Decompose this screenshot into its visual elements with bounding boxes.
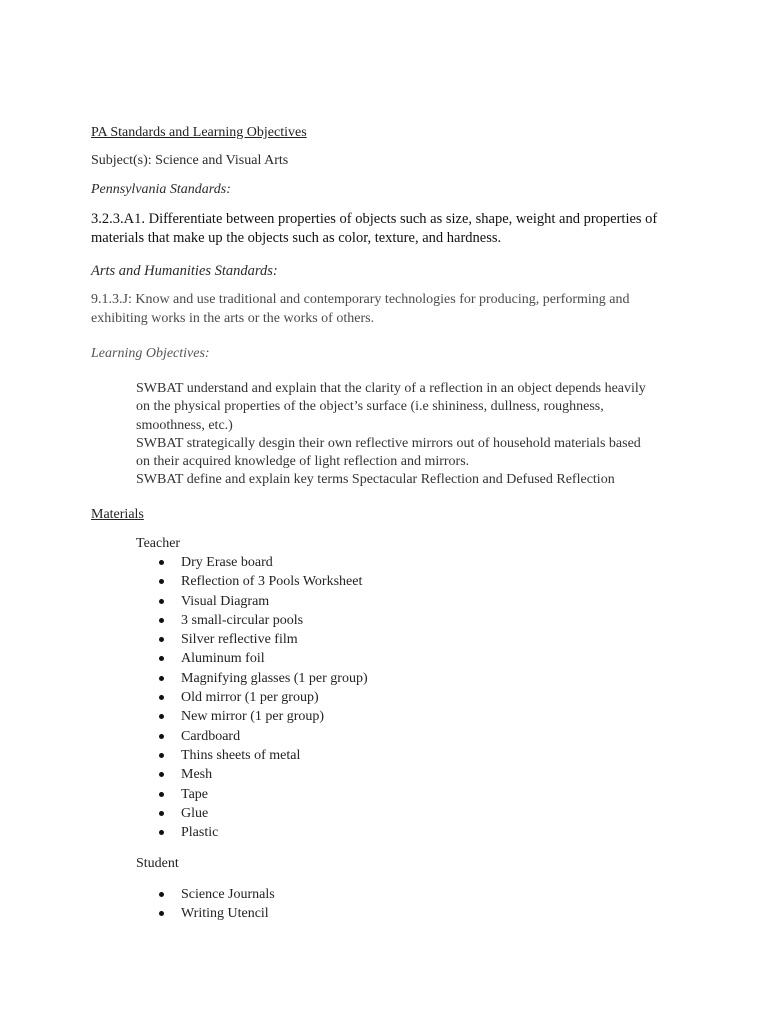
objective-1: SWBAT understand and explain that the clarity of a reflection in an object depends heavily on the physical properties of the object’s surface (i.e shininess, dullness, roughness, smoothness, etc.) (136, 381, 646, 433)
pa-standards-label: Pennsylvania Standards: (91, 182, 231, 197)
bullet-icon (159, 579, 164, 584)
bullet-icon (159, 637, 164, 642)
list-item: Cardboard (136, 727, 368, 746)
list-item: Glue (136, 804, 368, 823)
bullet-icon (159, 560, 164, 565)
list-item: Visual Diagram (136, 592, 368, 611)
bullet-icon (159, 811, 164, 816)
bullet-icon (159, 695, 164, 700)
bullet-icon (159, 734, 164, 739)
bullet-icon (159, 599, 164, 604)
bullet-icon (159, 911, 164, 916)
bullet-icon (159, 772, 164, 777)
list-item: Dry Erase board (136, 553, 368, 572)
bullet-icon (159, 892, 164, 897)
list-item: Mesh (136, 765, 368, 784)
list-item: Reflection of 3 Pools Worksheet (136, 572, 368, 591)
objective-3: SWBAT define and explain key terms Spectacular Reflection and Defused Reflection (136, 472, 615, 488)
list-item: Science Journals (136, 885, 275, 904)
bullet-icon (159, 676, 164, 681)
student-materials-list (136, 885, 275, 924)
objectives-label: Learning Objectives: (91, 346, 210, 361)
teacher-materials-list (136, 553, 368, 842)
student-label: Student (136, 856, 179, 871)
bullet-icon (159, 618, 164, 623)
section-title: PA Standards and Learning Objectives (91, 125, 307, 140)
list-item: Silver reflective film (136, 630, 368, 649)
pa-standard-text: 3.2.3.A1. Differentiate between properties of objects such as size, shape, weight and properties of materials that make up the objects such as color, texture, and hardness. (91, 211, 658, 246)
arts-standards-label: Arts and Humanities Standards: (91, 263, 278, 279)
teacher-label: Teacher (136, 536, 181, 551)
list-item: Thins sheets of metal (136, 746, 368, 765)
bullet-icon (159, 830, 164, 835)
materials-title: Materials (91, 507, 144, 522)
bullet-icon (159, 714, 164, 719)
list-item: Writing Utencil (136, 904, 275, 923)
bullet-icon (159, 792, 164, 797)
bullet-icon (159, 656, 164, 661)
list-item: 3 small-circular pools (136, 611, 368, 630)
list-item: Tape (136, 785, 368, 804)
list-item: Old mirror (1 per group) (136, 688, 368, 707)
list-item: Magnifying glasses (1 per group) (136, 669, 368, 688)
bullet-icon (159, 753, 164, 758)
list-item: New mirror (1 per group) (136, 707, 368, 726)
objectives-block (136, 380, 656, 490)
arts-standard-text: 9.1.3.J: Know and use traditional and contemporary technologies for producing, performing and exhibiting works in the arts or the works of others. (91, 292, 630, 326)
list-item: Aluminum foil (136, 649, 368, 668)
subjects-line: Subject(s): Science and Visual Arts (91, 153, 289, 168)
objective-2: SWBAT strategically desgin their own reflective mirrors out of household materials based on their acquired knowledge of light reflection and mirrors. (136, 435, 641, 470)
list-item: Plastic (136, 823, 368, 842)
